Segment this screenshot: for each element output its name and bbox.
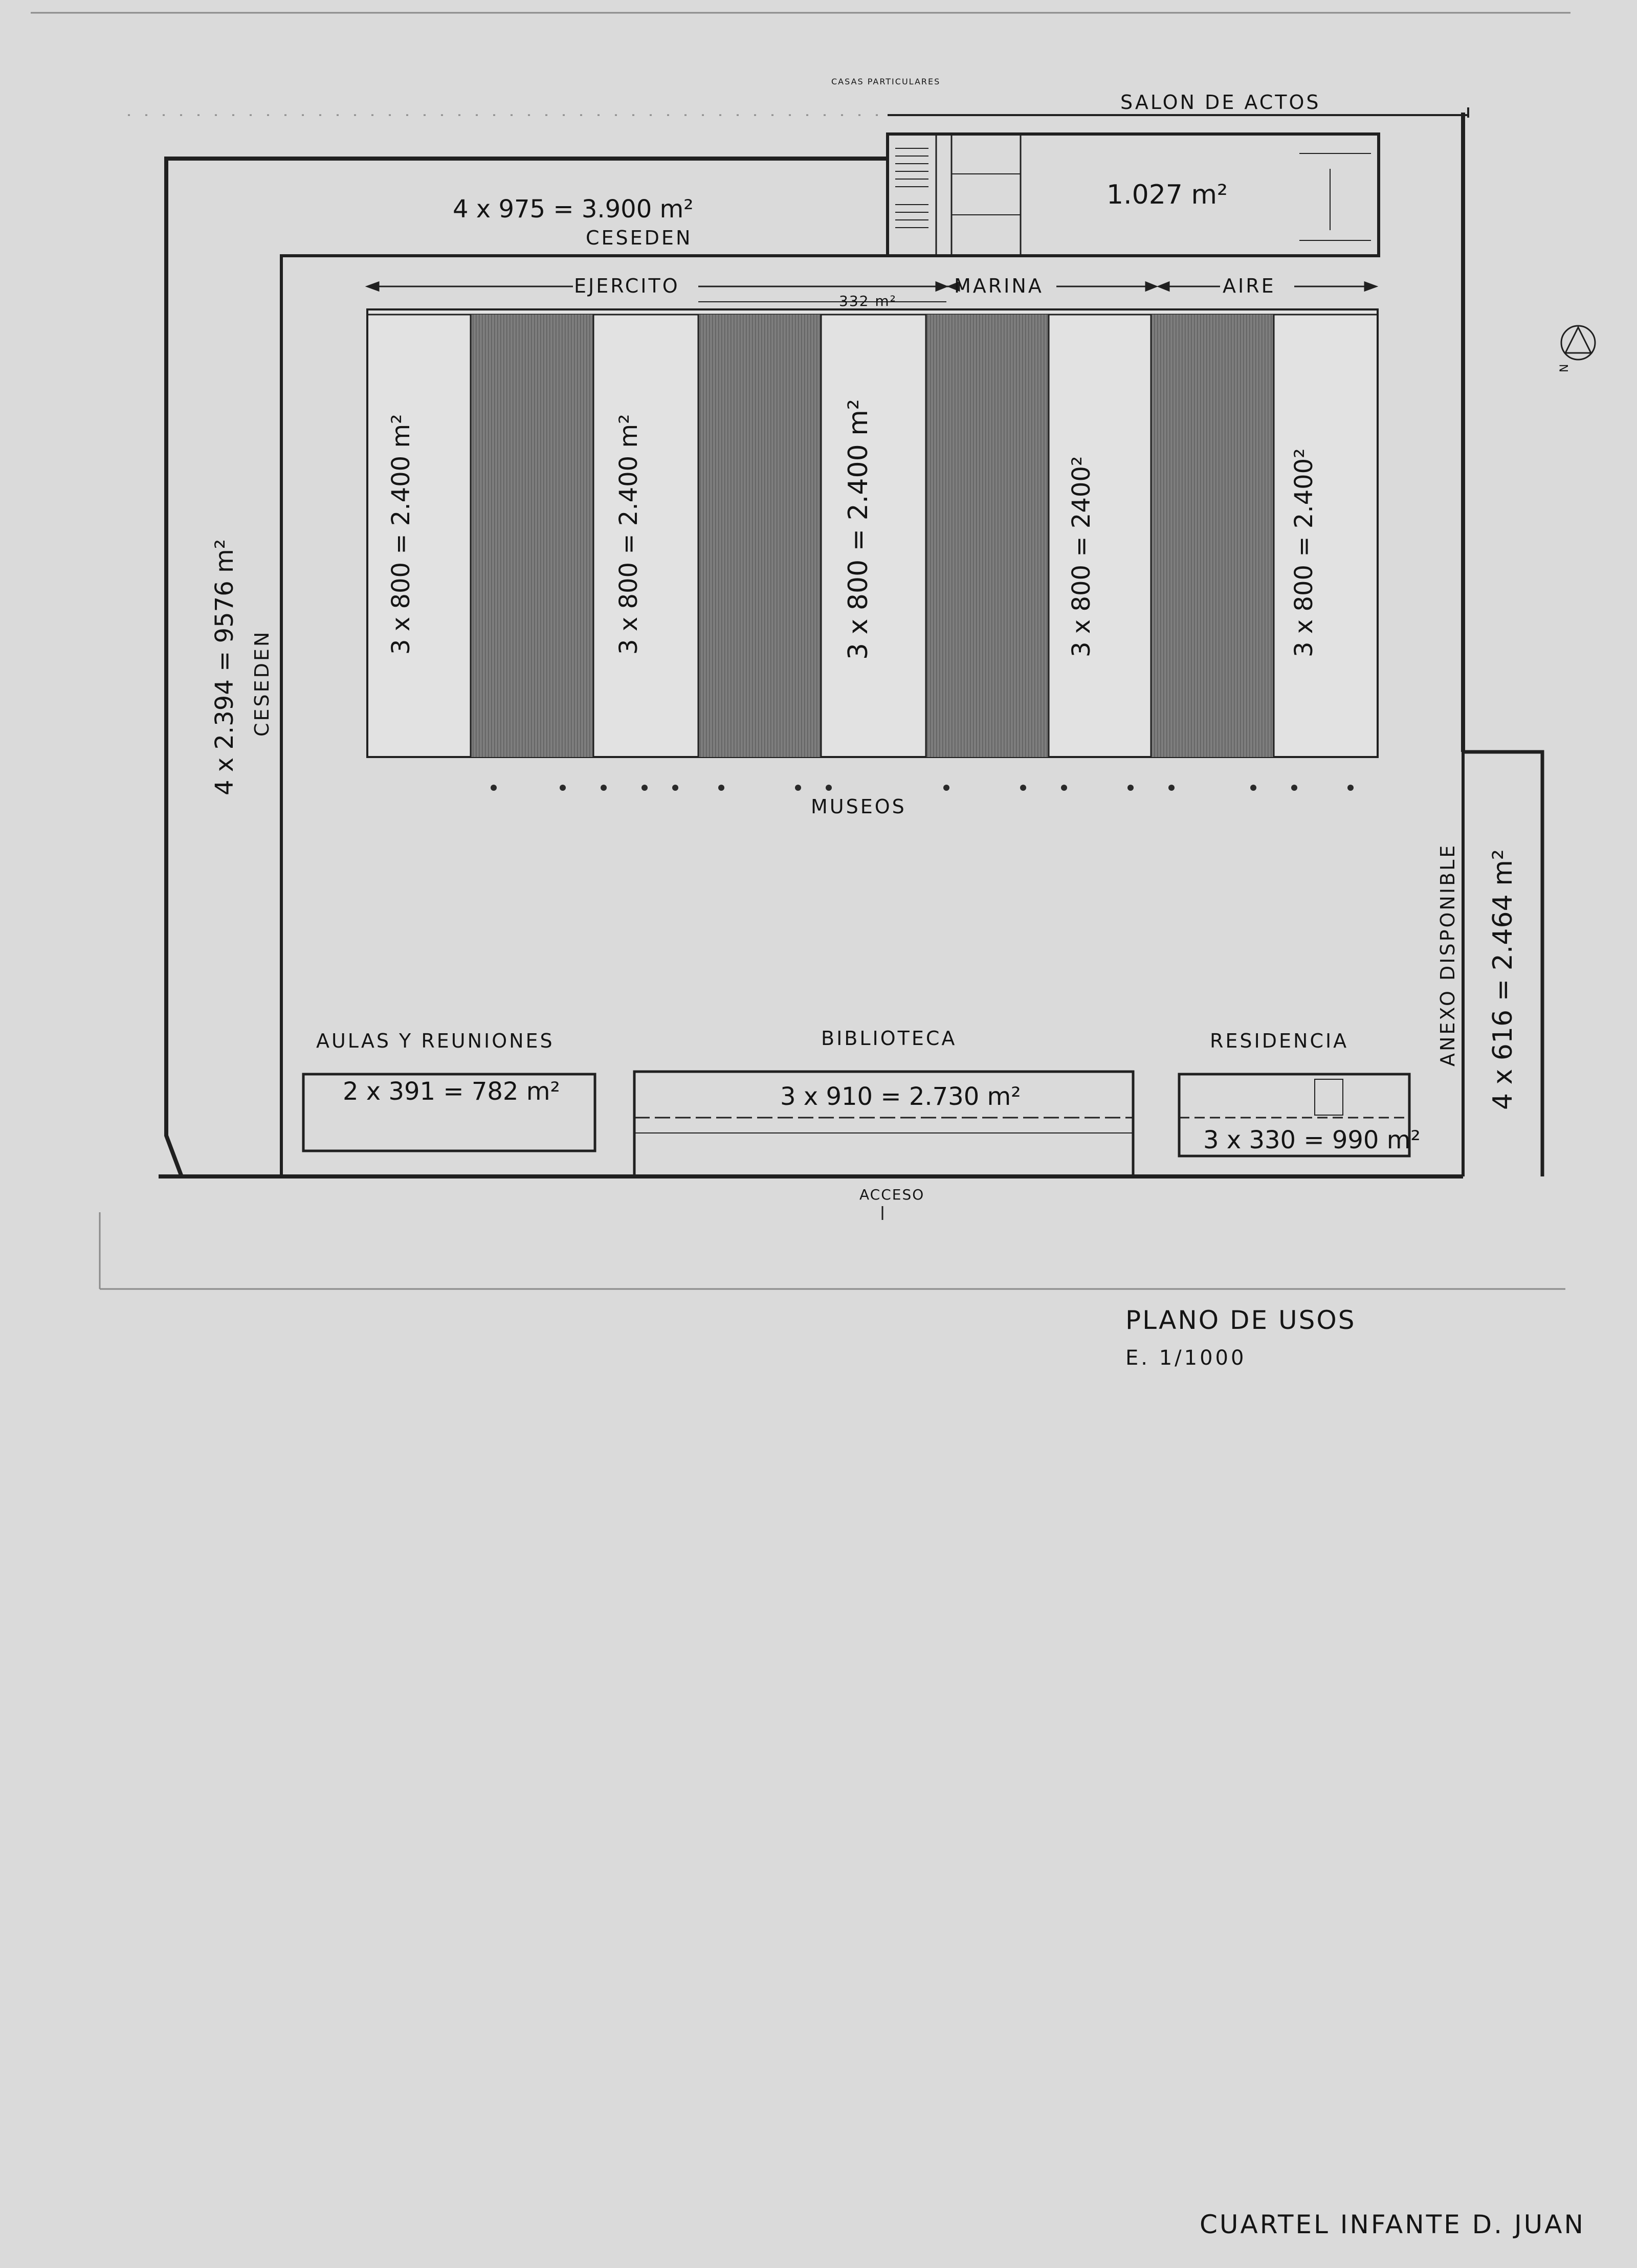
- hatched-hall-2: [698, 315, 821, 757]
- museum-block-5-area: 3 x 800 = 2.400²: [1290, 448, 1318, 657]
- footer-title: CUARTEL INFANTE D. JUAN: [1200, 2210, 1585, 2239]
- north-label: N: [1558, 364, 1571, 372]
- branch-subtotal: 332 m²: [839, 293, 897, 309]
- museum-block-1-area: 3 x 800 = 2.400 m²: [387, 414, 415, 655]
- museum-block-2-area: 3 x 800 = 2.400 m²: [614, 414, 643, 655]
- north-arrow-icon: [1558, 326, 1595, 372]
- aulas-area: 2 x 391 = 782 m²: [343, 1077, 560, 1106]
- ceseden-left-area: 4 x 2.394 = 9576 m²: [210, 539, 239, 795]
- museum-block-4-area: 3 x 800 = 2400²: [1067, 456, 1096, 657]
- museum-block-3-area: 3 x 800 = 2.400 m²: [843, 399, 874, 660]
- branch-marina: MARINA: [954, 275, 1044, 297]
- ceseden-top-area: 4 x 975 = 3.900 m²: [453, 195, 694, 224]
- top-note: CASAS PARTICULARES: [831, 77, 941, 86]
- anexo-area: 4 x 616 = 2.464 m²: [1488, 849, 1518, 1110]
- hatched-hall-3: [926, 315, 1049, 757]
- residencia-title: RESIDENCIA: [1210, 1030, 1349, 1052]
- salon-title: SALON DE ACTOS: [1120, 91, 1321, 114]
- plan-scale: E. 1/1000: [1125, 1346, 1247, 1370]
- biblioteca-area: 3 x 910 = 2.730 m²: [780, 1082, 1021, 1111]
- branch-ejercito: EJERCITO: [574, 275, 680, 297]
- hatched-hall-4: [1151, 315, 1274, 757]
- museos-label: MUSEOS: [811, 795, 906, 818]
- anexo-title: ANEXO DISPONIBLE: [1436, 843, 1459, 1066]
- hatched-hall-1: [471, 315, 593, 757]
- branch-aire: AIRE: [1223, 275, 1276, 297]
- ceseden-top-label: CESEDEN: [586, 227, 693, 249]
- aulas-title: AULAS Y REUNIONES: [316, 1030, 555, 1052]
- column-dots: [491, 785, 1354, 791]
- ceseden-left-label: CESEDEN: [251, 630, 273, 737]
- plan-title: PLANO DE USOS: [1125, 1305, 1356, 1335]
- biblioteca-title: BIBLIOTECA: [821, 1027, 957, 1050]
- acceso-label: ACCESO: [859, 1186, 925, 1203]
- salon-area: 1.027 m²: [1107, 180, 1228, 210]
- residencia-area: 3 x 330 = 990 m²: [1203, 1126, 1421, 1154]
